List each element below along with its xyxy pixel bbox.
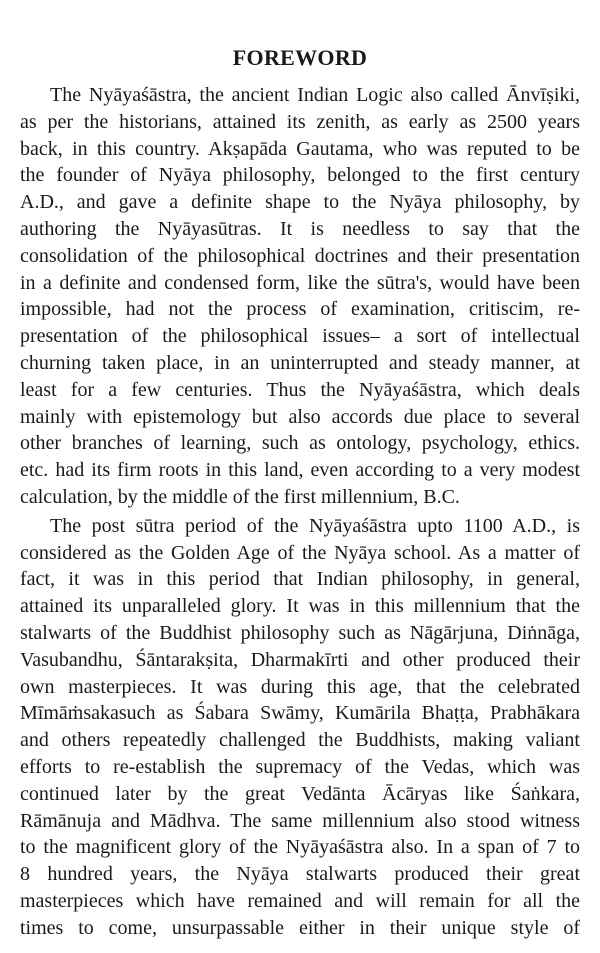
text-line: The Nyāyaśāstra, the ancient Indian Logic also called Ānvīṣiki, xyxy=(50,84,580,106)
text-line: stalwarts of the Buddhist philosophy such as Nāgārjuna, Diṅnāga, xyxy=(20,621,580,644)
text-line: and others repeatedly challenged the Buddhists, making valiant xyxy=(20,729,580,752)
text-line: impossible, had not the process of examination, critiscim, re- xyxy=(20,298,580,321)
text-line: as per the historians, attained its zenith, as early as 2500 years xyxy=(20,110,580,133)
text-line: etc. had its firm roots in this land, even according to a very modest xyxy=(20,459,580,482)
text-line: A.D., and gave a definite shape to the Nyāya philosophy, by xyxy=(20,191,580,214)
text-line: fact, it was in this period that Indian philosophy, in general, xyxy=(20,568,580,591)
text-line: back, in this country. Akṣapāda Gautama, who was reputed to be xyxy=(20,137,580,160)
text-line: other branches of learning, such as ontology, psychology, ethics. xyxy=(20,432,580,455)
text-line: own masterpieces. It was during this age, that the celebrated xyxy=(20,675,580,698)
text-line: Rāmānuja and Mādhva. The same millennium also stood witness xyxy=(20,809,580,832)
paragraph-1 xyxy=(20,82,580,511)
body-text xyxy=(20,82,580,942)
text-line: continued later by the great Vedānta Ācāryas like Śaṅkara, xyxy=(20,782,580,805)
text-line: calculation, by the middle of the first millennium, B.C. xyxy=(20,485,460,508)
text-line: authoring the Nyāyasūtras. It is needless to say that the xyxy=(20,217,580,240)
text-line: presentation of the philosophical issues– a sort of intellectual xyxy=(20,325,580,348)
text-line: Mīmāṁsakasuch as Śabara Swāmy, Kumārila Bhaṭṭa, Prabhākara xyxy=(20,702,580,725)
text-line: mainly with epistemology but also accords due place to several xyxy=(20,405,580,428)
text-line: consolidation of the philosophical doctrines and their presentation xyxy=(20,244,580,267)
page-title: FOREWORD xyxy=(232,45,368,70)
paragraph-2 xyxy=(20,513,580,942)
text-line: efforts to re-establish the supremacy of the Vedas, which was xyxy=(20,755,580,778)
text-line: attained its unparalleled glory. It was in this millennium that the xyxy=(20,595,580,618)
text-line: considered as the Golden Age of the Nyāya school. As a matter of xyxy=(20,541,580,564)
text-line: churning taken place, in an uninterrupted and steady manner, at xyxy=(20,351,580,374)
text-line: least for a few centuries. Thus the Nyāyaśāstra, which deals xyxy=(20,378,580,401)
text-line: in a definite and condensed form, like the sūtra's, would have been xyxy=(20,271,580,294)
text-line: the founder of Nyāya philosophy, belonged to the first century xyxy=(20,164,580,187)
text-line: to the magnificent glory of the Nyāyaśāstra also. In a span of 7 to xyxy=(20,836,580,859)
text-line: Vasubandhu, Śāntarakṣita, Dharmakīrti and other produced their xyxy=(20,648,580,671)
text-line: The post sūtra period of the Nyāyaśāstra upto 1100 A.D., is xyxy=(50,514,580,537)
text-line: masterpieces which have remained and will remain for all the xyxy=(20,889,580,912)
text-line: times to come, unsurpassable either in their unique style of xyxy=(20,916,580,939)
text-line: 8 hundred years, the Nyāya stalwarts produced their great xyxy=(20,863,580,886)
